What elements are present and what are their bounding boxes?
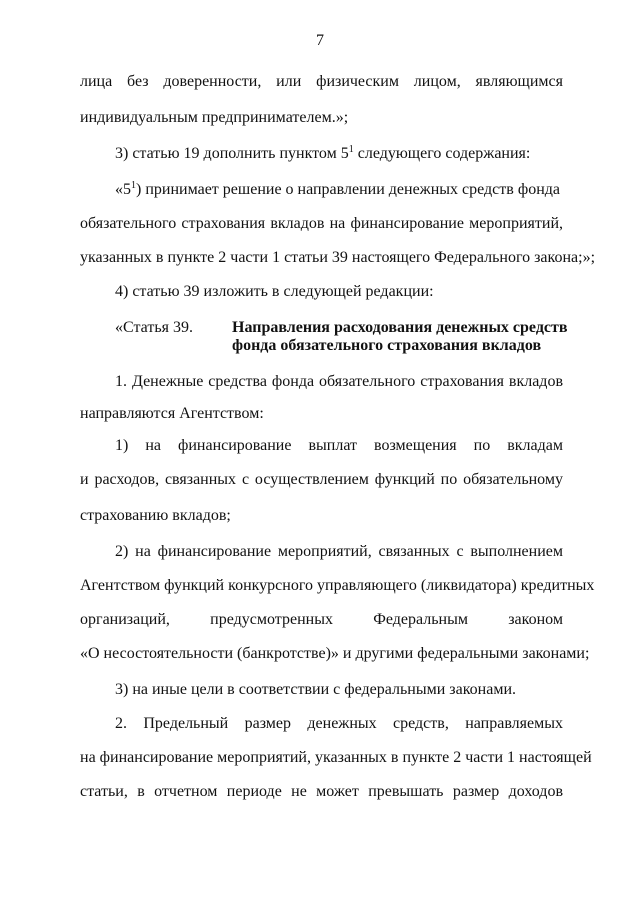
text-line: индивидуальным предпринимателем.»; [80, 109, 349, 126]
text-line: организаций, предусмотренных Федеральным законом [80, 611, 563, 628]
text-fragment: следующего содержания: [353, 145, 531, 162]
text-line: 3) на иные цели в соответствии с федеральными законами. [115, 681, 516, 698]
text-line: 2. Предельный размер денежных средств, направляемых [115, 715, 563, 732]
text-line: лица без доверенности, или физическим лицом, являющимся [80, 73, 563, 90]
text-line: 2) на финансирование мероприятий, связанных с выполнением [115, 543, 563, 560]
text-line: «О несостоятельности (банкротстве)» и другими федеральными законами; [80, 645, 590, 662]
text-line: страхованию вкладов; [80, 507, 231, 524]
text-line: и расходов, связанных с осуществлением функций по обязательному [80, 471, 563, 488]
page-number: 7 [316, 32, 324, 49]
text-line: статьи, в отчетном периоде не может превышать размер доходов [80, 783, 563, 800]
text-line [115, 144, 563, 164]
text-fragment: ) принимает решение о направлении денежных средств фонда [136, 181, 560, 198]
superscript: 1 [348, 144, 354, 155]
article-title-line: Направления расходования денежных средств [232, 319, 568, 336]
text-line: 4) статью 39 изложить в следующей редакции: [115, 283, 434, 300]
text-line [115, 180, 563, 200]
superscript: 1 [131, 180, 136, 191]
article-number: «Статья 39. [115, 319, 193, 336]
text-line: 1. Денежные средства фонда обязательного страхования вкладов [115, 373, 563, 390]
text-line: обязательного страхования вкладов на финансирование мероприятий, [80, 215, 563, 232]
text-fragment: «5 [115, 181, 131, 198]
text-line: указанных в пункте 2 части 1 статьи 39 настоящего Федерального закона;»; [80, 249, 596, 266]
article-title-line: фонда обязательного страхования вкладов [232, 337, 542, 354]
text-fragment: 3) статью 19 дополнить пунктом 5 [115, 145, 349, 162]
text-line: на финансирование мероприятий, указанных в пункте 2 части 1 настоящей [80, 749, 592, 766]
text-line: направляются Агентством: [80, 405, 264, 422]
text-line: 1) на финансирование выплат возмещения по вкладам [115, 437, 563, 454]
text-line: Агентством функций конкурсного управляющего (ликвидатора) кредитных [80, 577, 595, 594]
